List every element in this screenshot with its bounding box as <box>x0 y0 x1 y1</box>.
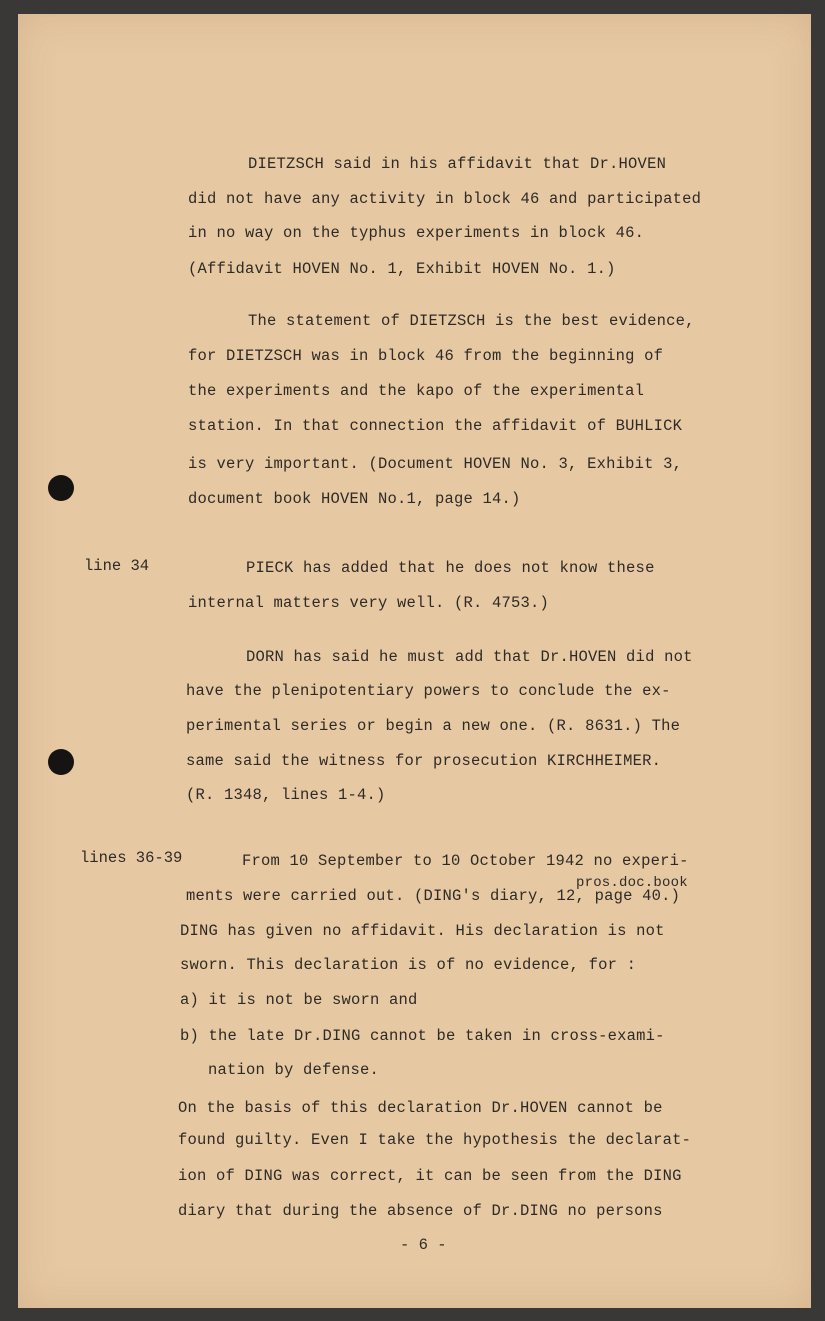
text-line: (R. 1348, lines 1-4.) <box>186 786 386 804</box>
text-line: for DIETZSCH was in block 46 from the beginning of <box>188 347 664 365</box>
margin-note: lines 36-39 <box>80 849 183 867</box>
text-line: perimental series or begin a new one. (R. 8631.) The <box>186 717 681 735</box>
text-line: The statement of DIETZSCH is the best evidence, <box>248 312 695 330</box>
text-line: PIECK has added that he does not know these <box>246 559 655 577</box>
text-line: is very important. (Document HOVEN No. 3, Exhibit 3, <box>188 455 683 473</box>
text-line: found guilty. Even I take the hypothesis the declarat- <box>178 1131 692 1149</box>
text-line: a) it is not be sworn and <box>180 991 418 1009</box>
text-line: have the plenipotentiary powers to conclude the ex- <box>186 682 671 700</box>
text-line: b) the late Dr.DING cannot be taken in cross-exami- <box>180 1027 665 1045</box>
text-line: same said the witness for prosecution KIRCHHEIMER. <box>186 752 662 770</box>
text-line: in no way on the typhus experiments in block 46. <box>188 224 645 242</box>
text-line: the experiments and the kapo of the experimental <box>188 382 645 400</box>
text-line: document book HOVEN No.1, page 14.) <box>188 490 521 508</box>
text-line: DORN has said he must add that Dr.HOVEN did not <box>246 648 693 666</box>
text-line: ion of DING was correct, it can be seen from the DING <box>178 1167 682 1185</box>
punch-hole <box>48 475 74 501</box>
text-line: diary that during the absence of Dr.DING no persons <box>178 1202 663 1220</box>
page-number: - 6 - <box>400 1236 447 1254</box>
text-line: From 10 September to 10 October 1942 no experi- <box>242 852 689 870</box>
text-line: ments were carried out. (DING's diary, 12, page 40.) <box>186 887 681 905</box>
text-line: station. In that connection the affidavit of BUHLICK <box>188 417 683 435</box>
text-line: internal matters very well. (R. 4753.) <box>188 594 550 612</box>
punch-hole <box>48 749 74 775</box>
text-line: DIETZSCH said in his affidavit that Dr.HOVEN <box>248 155 667 173</box>
text-line: sworn. This declaration is of no evidence, for : <box>180 956 637 974</box>
text-line: DING has given no affidavit. His declaration is not <box>180 922 665 940</box>
margin-note: line 34 <box>84 557 150 575</box>
interlinear-insert: pros.doc.book <box>576 875 688 891</box>
text-line: nation by defense. <box>208 1061 380 1079</box>
text-line: (Affidavit HOVEN No. 1, Exhibit HOVEN No. 1.) <box>188 260 616 278</box>
text-line: did not have any activity in block 46 and participated <box>188 190 702 208</box>
document-page <box>18 14 811 1308</box>
text-line: On the basis of this declaration Dr.HOVEN cannot be <box>178 1099 663 1117</box>
